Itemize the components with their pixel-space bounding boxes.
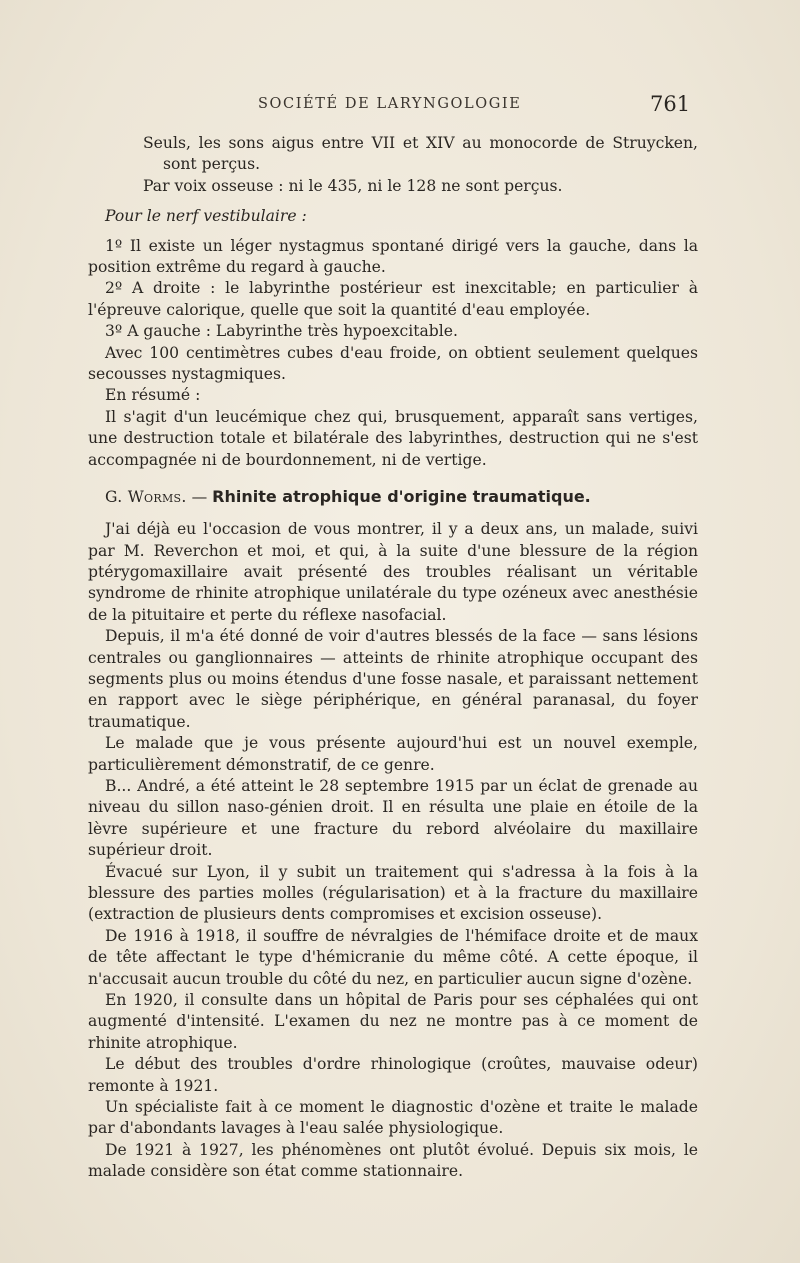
page-number: 761 bbox=[650, 92, 691, 116]
paragraph: Le malade que je vous présente aujourd'hui est un nouvel exemple, particulièrement démonstratif, de ce genre. bbox=[88, 734, 698, 774]
article-title: Rhinite atrophique d'origine traumatique. bbox=[212, 487, 591, 507]
page-header bbox=[0, 92, 800, 120]
section-heading: Pour le nerf vestibulaire : bbox=[105, 207, 307, 226]
paragraph: Avec 100 centimètres cubes d'eau froide, on obtient seulement quelques secousses nystagmiques. bbox=[88, 343, 698, 384]
paragraph: En résumé : bbox=[105, 386, 201, 405]
article-heading bbox=[105, 486, 698, 508]
article-author: G. Worms. bbox=[105, 488, 187, 507]
running-title: SOCIÉTÉ DE LARYNGOLOGIE bbox=[258, 96, 522, 112]
paragraph: De 1921 à 1927, les phénomènes ont plutôt évolué. Depuis six mois, le malade considère son état comme stationnaire. bbox=[88, 1140, 698, 1181]
paragraph: En 1920, il consulte dans un hôpital de Paris pour ses céphalées qui ont augmenté d'intensité. L'examen du nez ne montre pas à ce moment de rhinite atrophique. bbox=[88, 991, 698, 1052]
paragraph: Par voix osseuse : ni le 435, ni le 128 ne sont perçus. bbox=[143, 176, 563, 195]
paragraph: Depuis, il m'a été donné de voir d'autres blessés de la face — sans lésions centrales ou ganglionnaires — atteints de rhinite atrophique occupant des segments plus ou moins étendus d'une fosse nasale, et paraissant nettement en rapport avec le siège périphérique, en général paranasal, du foyer traumatique. bbox=[88, 627, 698, 731]
paragraph: 2º A droite : le labyrinthe postérieur est inexcitable; en particulier à l'épreuve calorique, quelle que soit la quantité d'eau employée. bbox=[88, 279, 698, 319]
paragraph: Évacué sur Lyon, il y subit un traitement qui s'adressa à la fois à la blessure des parties molles (régularisation) et à la fracture du maxillaire (extraction de plusieurs dents compromises et excision osseuse). bbox=[88, 862, 698, 924]
heading-dash: — bbox=[186, 488, 213, 507]
paragraph: Un spécialiste fait à ce moment le diagnostic d'ozène et traite le malade par d'abondants lavages à l'eau salée physiologique. bbox=[88, 1098, 698, 1138]
paragraph: Il s'agit d'un leucémique chez qui, brusquement, apparaît sans vertiges, une destruction totale et bilatérale des labyrinthes, destruction qui ne s'est accompagnée ni de bourdonnement, ni de vertige. bbox=[88, 407, 698, 469]
paragraph: Seuls, les sons aigus entre VII et XIV au monocorde de Struycken, sont perçus. bbox=[143, 134, 698, 174]
paragraph: Le début des troubles d'ordre rhinologique (croûtes, mauvaise odeur) remonte à 1921. bbox=[88, 1055, 698, 1095]
page-body bbox=[88, 133, 698, 1183]
paragraph: B... André, a été atteint le 28 septembre 1915 par un éclat de grenade au niveau du sillon naso-génien droit. Il en résulta une plaie en étoile de la lèvre supérieure et une fracture du rebord alvéolaire du maxillaire supérieur droit. bbox=[88, 776, 698, 860]
paragraph: De 1916 à 1918, il souffre de névralgies de l'hémiface droite et de maux de tête affectant le type d'hémicranie du même côté. A cette époque, il n'accusait aucun trouble du côté du nez, en particulier aucun signe d'ozène. bbox=[88, 926, 698, 988]
paragraph: 1º Il existe un léger nystagmus spontané dirigé vers la gauche, dans la position extrême du regard à gauche. bbox=[88, 236, 698, 277]
paragraph: J'ai déjà eu l'occasion de vous montrer, il y a deux ans, un malade, suivi par M. Reverchon et moi, et qui, à la suite d'une blessure de la région ptérygomaxillaire avait présenté des troubles réalisant un véritable syndrome de rhinite atrophique unilatérale du type ozéneux avec anesthésie de la pituitaire et perte du réflexe nasofacial. bbox=[88, 520, 698, 624]
paragraph: 3º A gauche : Labyrinthe très hypoexcitable. bbox=[105, 322, 458, 341]
